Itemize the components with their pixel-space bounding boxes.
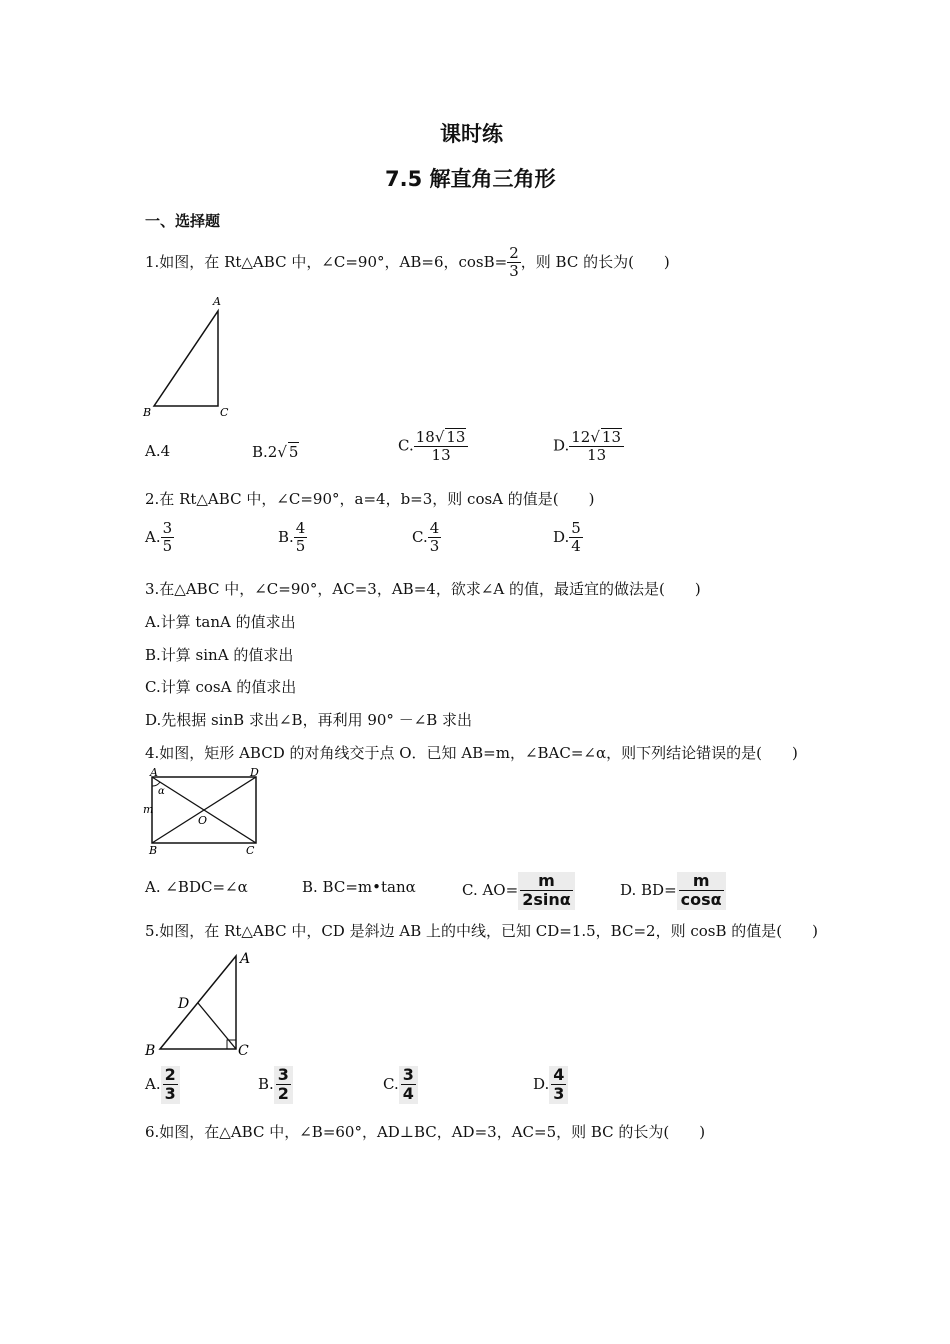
q3-option-b[interactable]: B.计算 sinA 的值求出 (145, 646, 294, 664)
q3-option-c[interactable]: C.计算 cosA 的值求出 (145, 678, 297, 696)
q2-stem: 2.在 Rt△ABC 中，∠C=90°，a=4，b=3，则 cosA 的值是( ) (145, 490, 595, 508)
q5-label-d: D (178, 996, 190, 1012)
lesson-title: 7.5 解直角三角形 (385, 167, 556, 191)
q1-label-c: C (220, 406, 229, 419)
q1-label-a: A (213, 295, 221, 308)
q4-label-d: D (250, 766, 259, 779)
q5-label-a: A (240, 951, 251, 967)
q5-option-c[interactable]: C. $\frac{3}{4}$ (383, 1066, 418, 1104)
q1-figure (138, 290, 238, 420)
q4-label-a: A (150, 766, 158, 779)
q2-option-a[interactable]: A. $\frac{3}{5}$ (145, 519, 173, 556)
q5-option-a[interactable]: A. $\frac{2}{3}$ (145, 1066, 180, 1104)
q4-figure (140, 766, 270, 860)
q3-option-a[interactable]: A.计算 tanA 的值求出 (145, 613, 296, 631)
q1-cos-fraction: $\frac{2}{3}$ (509, 244, 519, 281)
page-title: 课时练 (440, 122, 503, 146)
q4-stem: 4.如图，矩形 ABCD 的对角线交于点 O．已知 AB=m，∠BAC=∠α，则下列结论错误的是( ) (145, 744, 798, 762)
q4-option-c[interactable]: C. AO= $\frac{m}{2\sin\alpha}$ (462, 872, 575, 910)
q4-option-d[interactable]: D. BD= $\frac{m}{\cos\alpha}$ (620, 872, 726, 910)
q4-label-alpha: α (158, 786, 165, 797)
q1-option-a[interactable]: A.4 (145, 442, 171, 460)
q4-label-o: O (198, 814, 208, 827)
q5-figure (140, 948, 260, 1060)
q4-label-b: B (149, 844, 158, 857)
q1-option-c[interactable]: C. $\frac{18√ 13}{13}$ (398, 428, 468, 465)
q1-label-b: B (143, 406, 152, 419)
q4-label-m: m (143, 803, 154, 816)
q1-triangle (154, 311, 218, 406)
q2-option-d[interactable]: D. $\frac{5}{4}$ (553, 519, 581, 556)
q5-option-b[interactable]: B. $\frac{3}{2}$ (258, 1066, 293, 1104)
q4-label-c: C (246, 844, 255, 857)
q1-option-d[interactable]: D. $\frac{12√ 13}{13}$ (553, 428, 624, 465)
q6-stem: 6.如图，在△ABC 中，∠B=60°，AD⊥BC，AD=3，AC=5，则 BC 的长为( ) (145, 1123, 706, 1141)
q5-label-c: C (238, 1043, 249, 1059)
q5-option-d[interactable]: D. $\frac{4}{3}$ (533, 1066, 568, 1104)
q4-option-a[interactable]: A. ∠BDC=∠α (145, 878, 248, 896)
q5-label-b: B (145, 1043, 156, 1059)
q5-stem: 5.如图，在 Rt△ABC 中，CD 是斜边 AB 上的中线，已知 CD=1.5，BC=2，则 cosB 的值是( ) (145, 922, 818, 940)
q1-stem: 1.如图，在 Rt△ABC 中，∠C=90°，AB=6，cosB= $\frac{2}{3}$ ，则 BC 的长为( ) (145, 244, 670, 281)
section-heading: 一、选择题 (145, 212, 221, 230)
q5-median-cd (198, 1003, 236, 1049)
q2-option-b[interactable]: B. $\frac{4}{5}$ (278, 519, 306, 556)
q1-option-b[interactable]: B.2√ 5 (252, 443, 299, 461)
q3-option-d[interactable]: D.先根据 sinB 求出∠B，再利用 90° －∠B 求出 (145, 711, 473, 729)
q4-option-b[interactable]: B. BC=m•tanα (302, 878, 416, 896)
q3-stem: 3.在△ABC 中，∠C=90°，AC=3，AB=4，欲求∠A 的值，最适宜的做法是( ) (145, 580, 701, 598)
q2-option-c[interactable]: C. $\frac{4}{3}$ (412, 519, 440, 556)
